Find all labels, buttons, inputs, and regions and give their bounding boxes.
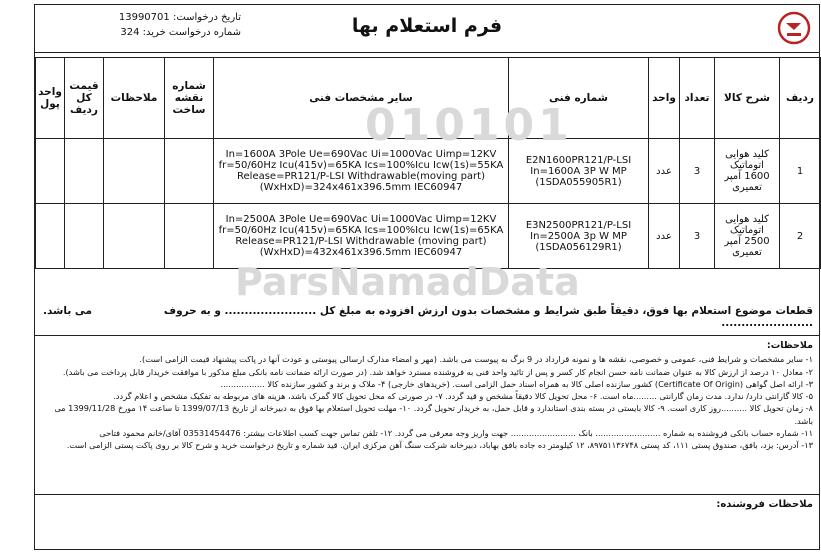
col-index: ردیف [780, 58, 821, 139]
row-remarks [104, 204, 165, 269]
row-total-price [65, 204, 104, 269]
summary-text: قطعات موضوع استعلام بها فوق، دقیقاً طبق شرایط و مشخصات بدون ارزش افزوده به مبلغ کل ....................... و به حروف ....................... [163, 305, 813, 329]
form-title: فرم استعلام بها [351, 15, 503, 37]
row-drawing-no [165, 139, 214, 204]
col-unit: واحد [649, 58, 680, 139]
row-description: کلید هوایی اتوماتیک 2500 آمپر تعمیری [715, 204, 780, 269]
row-unit: عدد [649, 204, 680, 269]
row-unit: عدد [649, 139, 680, 204]
row-index: 1 [780, 139, 821, 204]
table-row [36, 139, 821, 204]
row-qty: 3 [680, 204, 715, 269]
row-tech-no: E2N1600PR121/P-LSI In=1600A 3P W MP (1SDA055905R1) [509, 139, 649, 204]
col-remarks: ملاحظات [104, 58, 165, 139]
row-qty: 3 [680, 139, 715, 204]
items-table [35, 57, 821, 269]
col-currency: واحد پول [36, 58, 65, 139]
table-header-row [36, 58, 821, 139]
request-date: تاریخ درخواست: 13990701 [118, 12, 241, 23]
summary-end: می باشد. [43, 305, 93, 317]
row-total-price [65, 139, 104, 204]
form-frame [34, 4, 820, 550]
note-line: ۳- ارائه اصل گواهی (Certificate Of Origin) کشور سازنده اصلی کالا به همراه اسناد حمل الزامی است. (خریدهای خارجی) ۴- ملاک و برند و کشور سازنده کالا ................. [220, 378, 813, 389]
col-qty: تعداد [680, 58, 715, 139]
note-line: ۵- کالا گارانتی دارد/ ندارد. مدت زمان گارانتی .........ماه است. ۶- محل تحویل کالا دقیقاً مشخص و قید گردد. ۷- در صورتی که محل تحویل کالا گمرک باشد، هزینه های مربوطه به تفکیک مشخص و اعلام گردد. [113, 391, 813, 402]
col-total-price: قیمت کل ردیف [65, 58, 104, 139]
note-line: ۱۱- شماره حساب بانکی فروشنده به شماره ......................... بانک ......................... جهت واریز وجه معرفی می گردد. ۱۲- تلفن تماس جهت کسب اطلاعات بیشتر: 03531454476 آقای/خانم محمود فتاحی [99, 428, 813, 439]
row-remarks [104, 139, 165, 204]
note-line: باشد. [794, 415, 813, 426]
watermark-site: ParsNamadData [235, 260, 580, 304]
request-number: شماره درخواست خرید: 324 [120, 27, 241, 38]
watermark-code: 010101 [365, 100, 573, 151]
row-specs: In=2500A 3Pole Ue=690Vac Ui=1000Vac Uimp=12KV fr=50/60Hz Icu(415v)=65KA Ics=100%Icu Icw(1s)=65KA Release=PR121/P-LSI Withdrawable (moving part) (WxHxD)=432x461x396.5mm IEC60947 [214, 204, 509, 269]
col-description: شرح کالا [715, 58, 780, 139]
row-specs: In=1600A 3Pole Ue=690Vac Ui=1000Vac Uimp=12KV fr=50/60Hz Icu(415v)=65KA Ics=100%Icu Icw(1s)=55KA Release=PR121/P-LSI Withdrawable(moving part) (WxHxD)=324x461x396.5mm IEC60947 [214, 139, 509, 204]
notes-section [35, 335, 819, 495]
note-line: ۱۳- آدرس: یزد، بافق، صندوق پستی ۱۱۱، کد پستی ۸۹۷۵۱۱۳۶۷۴۸، ۱۲ کیلومتر ده جاده بافق بهاباد، دبیرخانه شرکت سنگ آهن مرکزی ایران. قید شماره و تاریخ درخواست خرید و شرح کالا بر روی پاکت پستی الزامی است. [66, 440, 813, 451]
form-header [35, 5, 819, 53]
company-logo-icon [777, 11, 811, 45]
note-line: ۱- سایر مشخصات و شرایط فنی، عمومی و خصوصی، نقشه ها و نمونه قرارداد در 9 برگ به پیوست می باشد. (مهر و امضاء مدارک ارسالی پیوستی و عودت آنها در پاکت پیشنهاد قیمت الزامی است). [139, 354, 813, 365]
note-line: ۲- معادل ۱۰ درصد از ارزش کالا به عنوان ضمانت نامه حسن انجام کار کسر و پس از تائید واحد فنی به فروشنده مسترد خواهد شد. (در صورت ارائه ضمانت نامه بانکی مبلغ مذکور با موافقت خریدار قابل پرداخت می باشد). [62, 366, 813, 377]
row-index: 2 [780, 204, 821, 269]
row-currency [36, 139, 65, 204]
col-specs: سایر مشخصات فنی [214, 58, 509, 139]
row-currency [36, 204, 65, 269]
notes-title: ملاحظات: [766, 340, 813, 351]
row-drawing-no [165, 204, 214, 269]
row-tech-no: E3N2500PR121/P-LSI In=2500A 3p W MP (1SDA056129R1) [509, 204, 649, 269]
col-drawing-no: شماره نقشه ساخت [165, 58, 214, 139]
table-row [36, 204, 821, 269]
col-tech-no: شماره فنی [509, 58, 649, 139]
note-line: ۸- زمان تحویل کالا ..........روز کاری است. ۹- کالا بایستی در بسته بندی استاندارد و قابل حمل، به خریدار تحویل گردد. ۱۰- مهلت تحویل استعلام بها فوق به دبیرخانه از تاریخ 1399/07/13 تا ساعت ۱۴ مورخ 1399/11/28 می [54, 403, 813, 414]
seller-remarks-label: ملاحظات فروشنده: [716, 499, 813, 510]
row-description: کلید هوایی اتوماتیک 1600 آمپر تعمیری [715, 139, 780, 204]
